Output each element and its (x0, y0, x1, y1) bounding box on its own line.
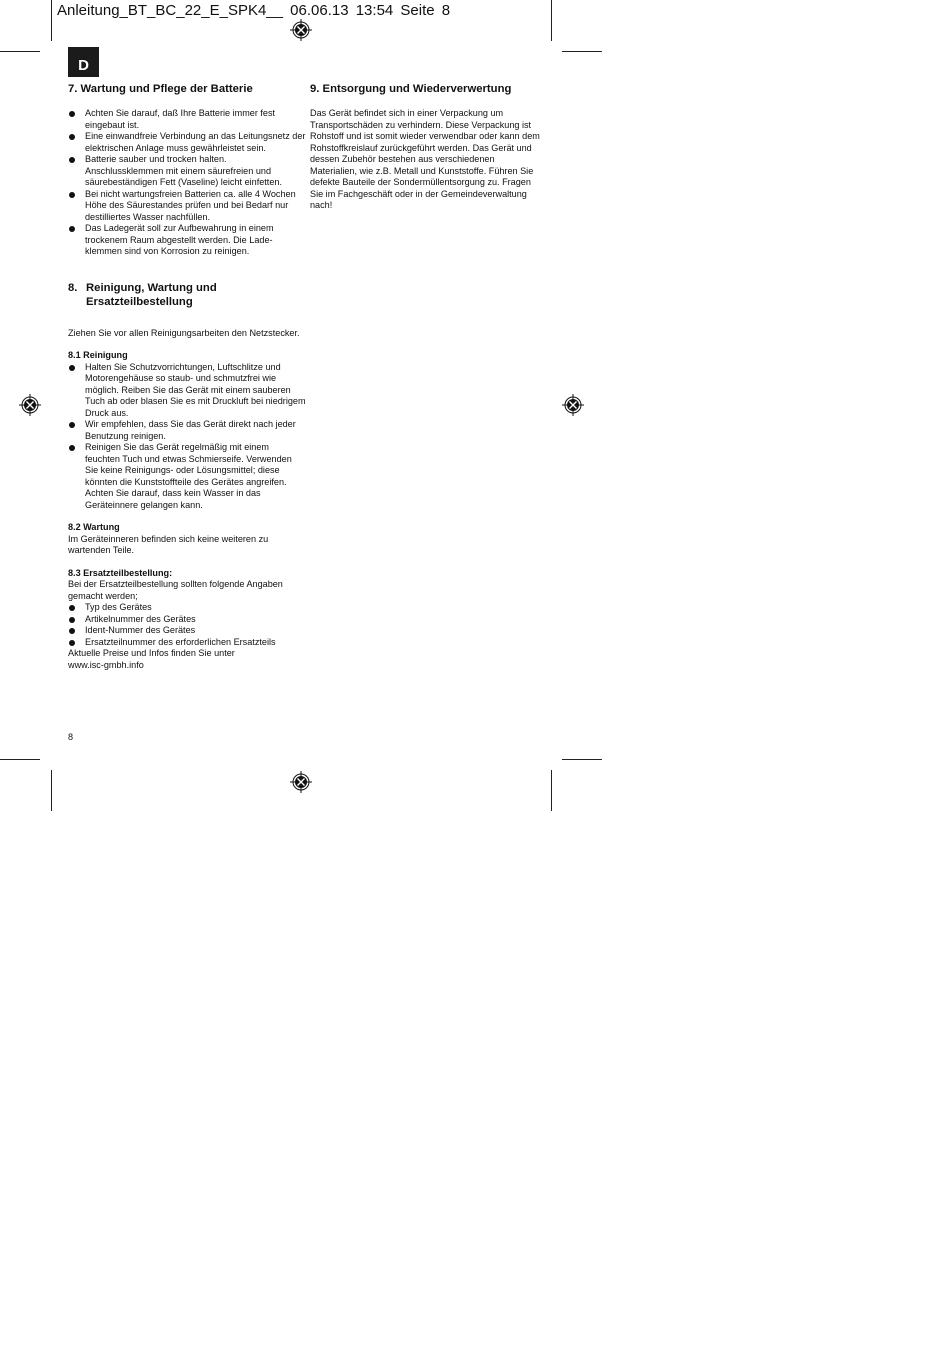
section-8-2-heading: 8.2 Wartung (68, 522, 120, 532)
crop-mark (0, 51, 40, 52)
section-7-heading: 7. Wartung und Pflege der Batterie (68, 83, 253, 95)
page-number: 8 (68, 732, 74, 742)
section-8-3-list (68, 602, 306, 648)
section-8-intro: Ziehen Sie vor allen Reinigungsarbeiten den Netzstecker. (68, 327, 300, 338)
section-8-number: 8. (68, 281, 78, 294)
section-8-3-heading: 8.3 Ersatzteilbestellung: (68, 567, 173, 578)
list-item: Batterie sauber und trocken halten. Anschlussklemmen mit einem säurefreien und säurebeständigen Fett (Vaseline) leicht einfetten. (68, 154, 306, 189)
registration-mark-icon (290, 771, 312, 793)
list-item: Artikelnummer des Gerätes (68, 614, 306, 626)
section-8-1-list (68, 362, 306, 512)
section-9-heading: 9. Entsorgung und Wiederverwertung (310, 83, 512, 95)
list-item: Halten Sie Schutzvorrichtungen, Luftschlitze und Motorengehäuse so staub- und schmutzfrei wie möglich. Reiben Sie das Gerät mit einem sauberen Tuch ab oder blasen Sie es mit Druckluft bei niedrigem Druck aus. (68, 362, 306, 420)
section-8-3-outro: Aktuelle Preise und Infos finden Sie unter www.isc-gmbh.info (68, 648, 235, 670)
section-8-3-intro: Bei der Ersatzteilbestellung sollten folgende Angaben gemacht werden; (68, 579, 283, 601)
section-8-heading (68, 281, 306, 309)
list-item: Ident-Nummer des Gerätes (68, 625, 306, 637)
crop-mark (0, 759, 40, 760)
language-tab: D (68, 47, 99, 77)
registration-mark-icon (562, 394, 584, 416)
right-column (310, 82, 548, 212)
crop-mark (551, 770, 552, 811)
list-item: Bei nicht wartungsfreien Batterien ca. alle 4 Wochen Höhe des Säurestandes prüfen und bei Bedarf nur destilliertes Wasser nachfüllen. (68, 189, 306, 224)
list-item: Eine einwandfreie Verbindung an das Leitungsnetz der elektrischen Anlage muss gewährleistet sein. (68, 131, 306, 154)
crop-mark (51, 0, 52, 41)
list-item: Ersatzteilnummer des erforderlichen Ersatzteils (68, 637, 306, 649)
crop-mark (562, 759, 602, 760)
registration-mark-icon (290, 19, 312, 41)
section-8-title: Reinigung, Wartung und Ersatzteilbestellung (86, 281, 217, 308)
registration-mark-icon (19, 394, 41, 416)
section-7-list (68, 108, 306, 258)
section-8-1-heading: 8.1 Reinigung (68, 350, 128, 360)
list-item: Reinigen Sie das Gerät regelmäßig mit einem feuchten Tuch und etwas Schmierseife. Verwenden Sie keine Reinigungs- oder Lösungsmittel; diese könnten die Kunststoffteile des Gerätes angreifen. Achten Sie darauf, dass kein Wasser in das Geräteinnere gelangen kann. (68, 442, 306, 511)
crop-mark (551, 0, 552, 41)
list-item: Achten Sie darauf, daß Ihre Batterie immer fest eingebaut ist. (68, 108, 306, 131)
crop-mark (562, 51, 602, 52)
section-8-2-text: Im Geräteinneren befinden sich keine weiteren zu wartenden Teile. (68, 533, 269, 555)
section-9-text: Das Gerät befindet sich in einer Verpackung um Transportschäden zu verhindern. Diese Verpackung ist Rohstoff und ist somit wieder verwendbar oder kann dem Rohstoffkreislauf zurückgeführt werden. Das Gerät und dessen Zubehör bestehen aus verschiedenen Materialien, wie z.B. Metall und Kunststoffe. Führen Sie defekte Bauteile der Sondermüllentsorgung zu. Fragen Sie im Fachgeschäft oder in der Gemeindeverwaltung nach! (310, 108, 540, 210)
list-item: Das Ladegerät soll zur Aufbewahrung in einem trockenem Raum abgestellt werden. Die Lade-klemmen sind von Korrosion zu reinigen. (68, 223, 306, 258)
print-slug: Anleitung_BT_BC_22_E_SPK4__ 06.06.13 13:54 Seite 8 (57, 2, 451, 19)
list-item: Typ des Gerätes (68, 602, 306, 614)
crop-mark (51, 770, 52, 811)
left-column (68, 82, 306, 671)
list-item: Wir empfehlen, dass Sie das Gerät direkt nach jeder Benutzung reinigen. (68, 419, 306, 442)
